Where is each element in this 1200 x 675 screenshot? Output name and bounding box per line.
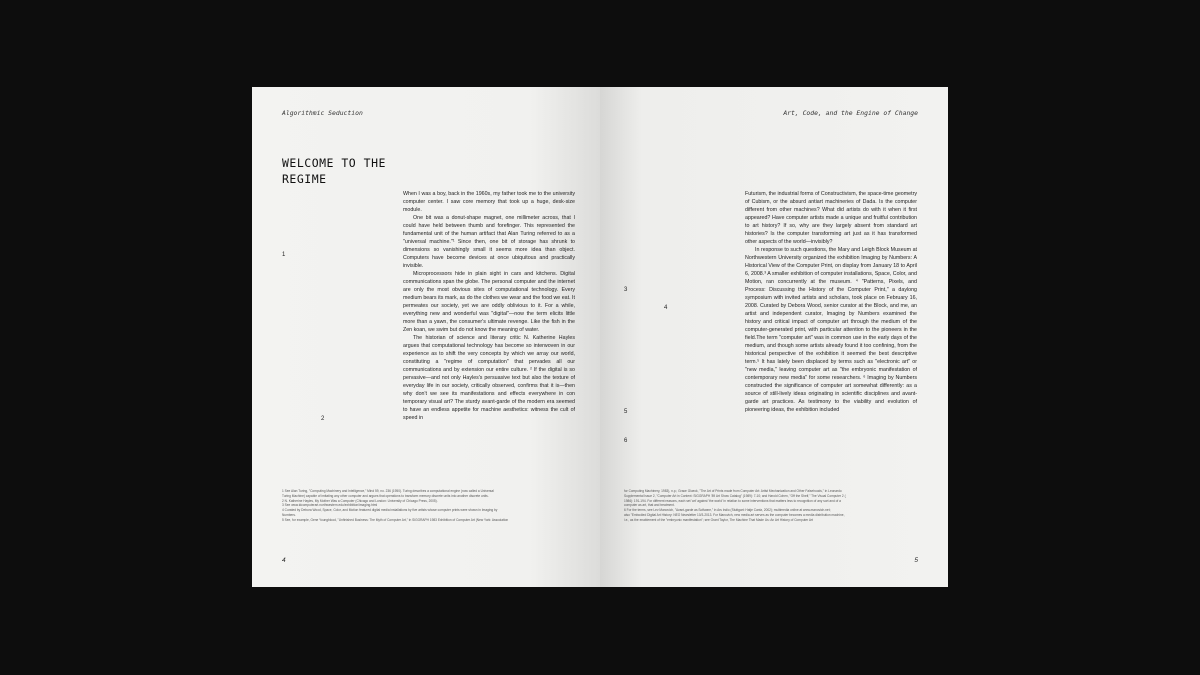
body-paragraph: The historian of science and literary critic N. Katherine Hayles argues that computational technology has become so interwoven in our experience as to shift the very concepts by which we array our world, constituting a "regime of computation" that pervades all our communications and by extension our entire culture. ² If the digital is so pervasive—and not only Hayles's persuasive text but also the texture of everyday life in our society, critically observed, confirms that it is—then why don't we see its manifestations and effects everywhere in con temporary visual art? The sturdy avant-garde of the modern era seemed to have an endless appetite for machine aesthetics: witness the cult of speed in [403, 334, 575, 421]
footnote-line: Supplemental Issue 2, "Computer Art in Context: SIGGRAPH '89 Art Show Catalog" (1989): 7-10; and Harold Cohen, "Off the Shelf," The Visual Computer 2 ( [624, 493, 846, 498]
left-running-head: Algorithmic Seduction [282, 109, 363, 117]
footnote-line: i.e., as the enablement of the "embryonic manifestation"; see Grant Taylor, The Machine That Made Us: An Art History of Computer Art [624, 517, 813, 522]
footnote-line: 1 See Alan Turing, "Computing Machinery and Intelligence," Mind 59, no. 236 (1950). Turing describes a computational engine (now called a Universal [282, 489, 494, 493]
chapter-title [282, 155, 386, 187]
right-page-number: 5 [914, 557, 918, 564]
chapter-title-line-1: WELCOME TO THE [282, 156, 386, 170]
footnote-line: Numbers. [282, 512, 296, 517]
body-paragraph: In response to such questions, the Mary and Leigh Block Museum at Northwestern University organized the exhibition Imaging by Numbers: A Historical View of the Computer Print, on display from January 18 to April 6, 2008.³ A smaller exhibition of computer installations, Space, Color, and Motion, ran concurrently at the museum. ⁴ "Patterns, Pixels, and Process: Discussing the History of the Computer Print," a daylong symposium with invited artists and scholars, took place on February 16, 2008. Curated by Debora Wood, senior curator at the Block, and me, an artist and independent curator, Imaging by Numbers examined the history and critical impact of computer art through the medium of the computer-generated print, with particular attention to the pioneers in the field.The term "computer art" was in common use in the early days of the medium, and though some artists already found it too confining, from the historical perspective of the exhibition it seemed the best descriptive term.⁵ It has lately been displaced by terms such as "electronic art" or "new media," leaving computer art as "the embryonic manifestation of contemporary new media" for some researchers. ⁶ Imaging by Numbers constructed the significance of computer art somewhat differently: as a source of still-lively ideas originating in scientific disciplines and avant-garde art practices. As testimony to the viability and evolution of pioneering ideas, the exhibition included [745, 246, 917, 413]
footnote-line: 2 N. Katherine Hayles, My Mother Was a Computer (Chicago and London: University of Chicago Press, 2005). [282, 498, 438, 503]
footnote-line: Turing Machine) capable of imitating any other computer and argues that operations to transform memory discrete units into another discrete units. [282, 493, 489, 498]
chapter-title-line-2: REGIME [282, 172, 327, 186]
left-page [252, 87, 600, 587]
footnote-line: 6 For the terms, see Lev Manovich, "Avant-garde as Software," in Ars Indio (Stuttgart: Hatje Cantz, 2002); multimedia online at www.manovich.net; [624, 508, 831, 513]
body-paragraph: Futurism, the industrial forms of Constructivism, the space-time geometry of Cubism, or the absurd antiart machineries of Dada. Is the computer different from other machines? What did artists do with it when it first appeared? Have computer artists made a unique and fruitful contribution to art history? If so, why are they largely absent from standard art histories? Is the computer transforming art just as it has transformed other aspects of the world—invisibly? [745, 191, 917, 245]
right-page [600, 87, 948, 587]
body-paragraph: When I was a boy, back in the 1960s, my father took me to the university computer center. I saw core memory that took up a huge, desk-size module. [403, 191, 575, 213]
right-footnotes [624, 489, 922, 523]
margin-note-marker: 4 [664, 305, 668, 311]
left-page-number: 4 [282, 557, 286, 564]
margin-note-marker: 5 [624, 409, 628, 415]
margin-note-marker: 2 [321, 416, 325, 422]
footnote-line: 4 Curated by Debora Wood, Space, Color, and Motion featured digital media installations by five artists whose computer prints were shown in Imaging by [282, 508, 498, 513]
margin-note-marker: 1 [282, 252, 286, 258]
footnote-line: for Computing Machinery, 1983), n.p.; Grace Glueck, "The Art of Prints made from Computer Art: Artist Mechanization and Other Falsehoods," in Leonardo [624, 489, 842, 493]
footnote-line: computer as art, that and treatment. [624, 503, 675, 508]
margin-note-marker: 6 [624, 438, 628, 444]
margin-note-marker: 3 [624, 287, 628, 293]
footnote-line: 5 See, for example, Gene Youngblood, "Unfinished Business: The Myth of Computer Art," in SIGGRAPH 1983 Exhibition of Computer Art (New York: Association [282, 517, 509, 522]
body-paragraph: Microprocessors hide in plain sight in cars and kitchens. Digital communications span the globe. The personal computer and the internet are only the most obvious sites of computational technology. Every medium bears its mark, as do the clothes we wear and the food we eat. It permeates our society, yet we are oddly oblivious to it. For a while, everything new and wonderful was "digital"—now the term elicits little more than a yawn, the consumer's ultimate revenge. Like the fish in the Zen koan, we swim but do not know the meaning of water. [403, 270, 575, 333]
right-body-text [745, 191, 917, 415]
left-body-text [403, 191, 575, 423]
footnote-line: 1986): 191-194. For different reasons, each set 'art' against 'the world' in relation to some interventions that matters less to recognition of any sort and of a [624, 498, 841, 503]
footnote-line: also "Embodied Digital Art History: NEO Newsletter 10/3-2013. For Manovich, new media art serves as the computer becomes a media distribution machine, [624, 512, 845, 517]
right-running-head: Art, Code, and the Engine of Change [783, 109, 918, 117]
left-footnotes [282, 489, 582, 523]
footnote-line: 3 See www.idcomputerart.northwestern.edu/exhibition/imaging.html [282, 503, 378, 508]
body-paragraph: One bit was a donut-shape magnet, one millimeter across, that I could have held between thumb and forefinger. This represented the fundamental unit of the human artifact that Alan Turing referred to as a "universal machine."¹ Since then, one bit of storage has shrunk to dimensions so vanishingly small it seems more idea than object. Computers have become devices at once ubiquitous and practically invisible. [403, 214, 575, 269]
